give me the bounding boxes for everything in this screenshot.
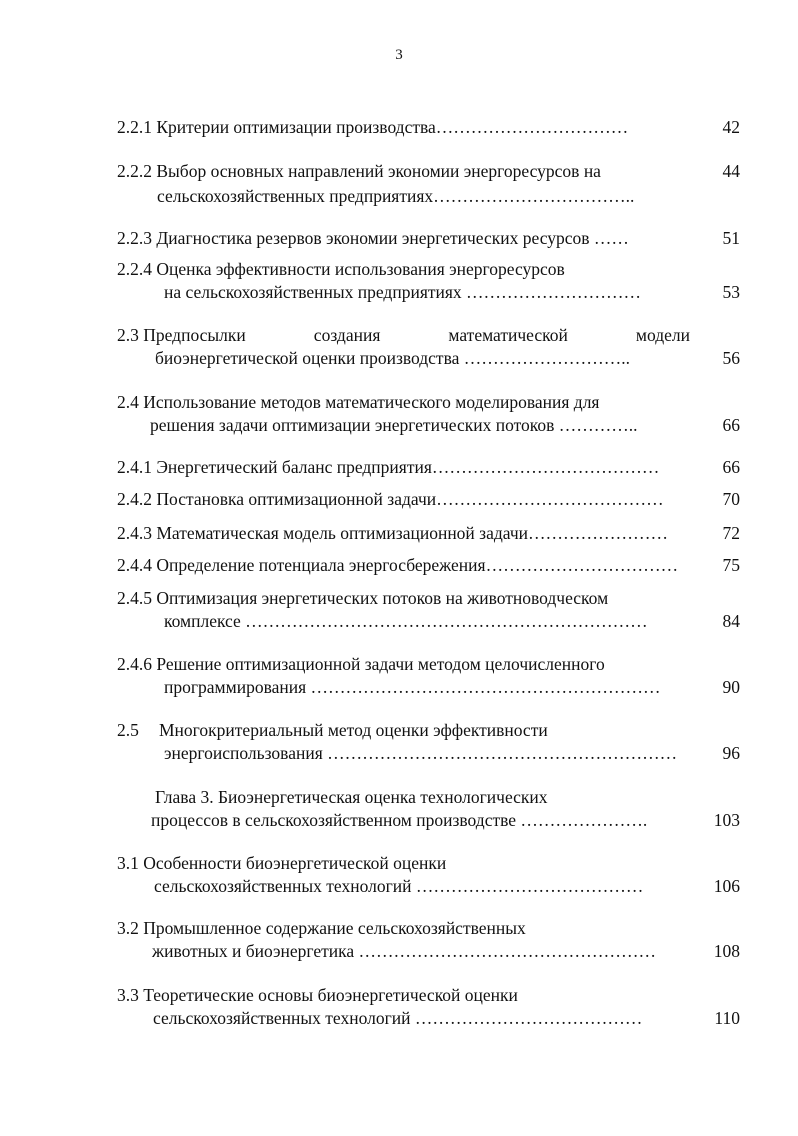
page-number: 3 xyxy=(395,47,403,63)
toc-entry-title-line1: 2.4 Использование методов математического моделирования для xyxy=(117,392,600,412)
toc-entry-page: 75 xyxy=(722,555,740,575)
toc-entry-title-line2: процессов в сельскохозяйственном производстве …………………. xyxy=(151,810,648,830)
toc-entry-title-line2: животных и биоэнергетика …………………………………………… xyxy=(152,941,656,961)
toc-entry-title: 2.2.3 Диагностика резервов экономии энергетических ресурсов …… xyxy=(117,228,629,248)
toc-entry-title-line1: Многокритериальный метод оценки эффективности xyxy=(159,720,548,740)
toc-entry-title-line1 xyxy=(117,324,690,347)
toc-entry-title-line1: 2.2.2 Выбор основных направлений экономии энергоресурсов на xyxy=(117,161,601,181)
toc-entry-number: 2.5 xyxy=(117,720,139,740)
toc-entry-title-line1: Глава 3. Биоэнергетическая оценка технологических xyxy=(155,787,548,807)
toc-entry-title: 2.4.4 Определение потенциала энергосбережения…………………………… xyxy=(117,555,679,575)
toc-entry-word: 2.3 Предпосылки xyxy=(117,325,246,345)
toc-entry-word: модели xyxy=(635,325,690,345)
toc-entry-page: 66 xyxy=(722,415,740,435)
toc-entry-title-line2: программирования …………………………………………………… xyxy=(164,677,661,697)
toc-entry-title-line2: сельскохозяйственных технологий ………………………………… xyxy=(153,1008,643,1028)
toc-entry-page: 90 xyxy=(722,677,740,697)
toc-entry-title-line2: комплексе …………………………………………………………… xyxy=(164,611,648,631)
toc-entry-word: математической xyxy=(448,325,568,345)
toc-entry-page: 96 xyxy=(722,743,740,763)
toc-entry-title-line1: 3.2 Промышленное содержание сельскохозяйственных xyxy=(117,918,526,938)
toc-entry-page: 44 xyxy=(722,161,740,181)
toc-entry-title: 2.2.1 Критерии оптимизации производства…………………………… xyxy=(117,117,629,137)
toc-entry-page: 72 xyxy=(722,523,740,543)
toc-entry-title-line1: 2.2.4 Оценка эффективности использования энергоресурсов xyxy=(117,259,565,279)
toc-entry-title-line2: решения задачи оптимизации энергетических потоков ………….. xyxy=(150,415,638,435)
toc-entry-page: 51 xyxy=(722,228,740,248)
toc-entry-title-line2: сельскохозяйственных технологий ………………………………… xyxy=(154,876,644,896)
toc-entry-page: 70 xyxy=(722,489,740,509)
toc-entry-page: 108 xyxy=(713,941,740,961)
toc-entry-page: 53 xyxy=(722,282,740,302)
toc-entry-title: 2.4.1 Энергетический баланс предприятия………………………………… xyxy=(117,457,660,477)
toc-entry-title-line1: 2.4.6 Решение оптимизационной задачи методом целочисленного xyxy=(117,654,605,674)
toc-entry-title-line2: на сельскохозяйственных предприятиях ………………………… xyxy=(164,282,642,302)
toc-entry-title: 2.4.2 Постановка оптимизационной задачи………………………………… xyxy=(117,489,664,509)
toc-entry-title-line1: 3.1 Особенности биоэнергетической оценки xyxy=(117,853,447,873)
toc-entry-title-line2: сельскохозяйственных предприятиях…………………………….. xyxy=(157,186,635,206)
toc-entry-page: 66 xyxy=(722,457,740,477)
toc-entry-page: 84 xyxy=(722,611,740,631)
toc-entry-title: 2.4.3 Математическая модель оптимизационной задачи…………………… xyxy=(117,523,668,543)
toc-entry-page: 56 xyxy=(722,348,740,368)
toc-entry-page: 110 xyxy=(714,1008,740,1028)
toc-entry-title-line2: энергоиспользования …………………………………………………… xyxy=(164,743,678,763)
toc-entry-title-line1: 3.3 Теоретические основы биоэнергетической оценки xyxy=(117,985,518,1005)
toc-entry-page: 103 xyxy=(713,810,740,830)
toc-entry-word: создания xyxy=(313,325,381,345)
toc-entry-title-line2: биоэнергетической оценки производства ……………………….. xyxy=(155,348,630,368)
toc-entry-title-line1: 2.4.5 Оптимизация энергетических потоков на животноводческом xyxy=(117,588,609,608)
toc-entry-page: 42 xyxy=(722,117,740,137)
toc-entry-page: 106 xyxy=(713,876,740,896)
